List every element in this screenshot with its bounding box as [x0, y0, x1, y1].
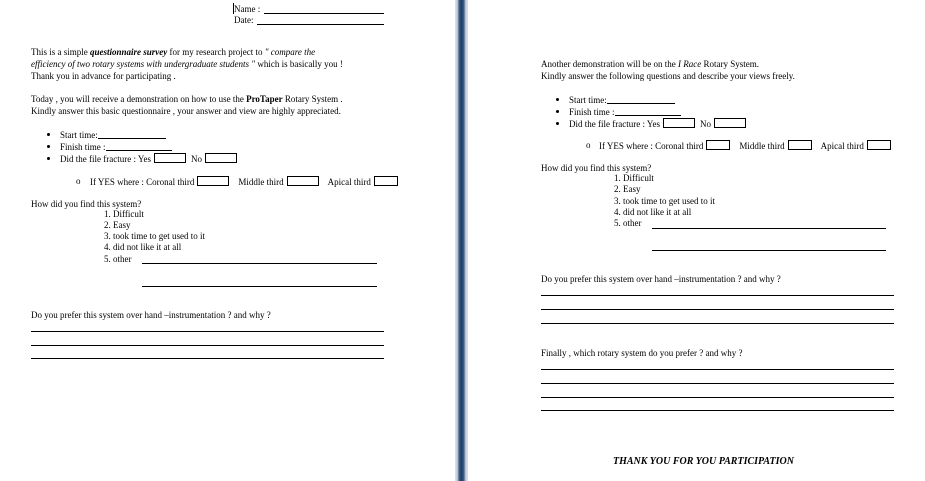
answer-line[interactable] [541, 410, 894, 411]
yes-checkbox[interactable] [663, 118, 695, 128]
finish-time-field[interactable] [106, 141, 172, 151]
fracture-location: If YES where : Coronal third Middle third Apical third [599, 140, 891, 152]
how-question: How did you find this system? [31, 199, 142, 209]
right-page [468, 0, 925, 481]
option-other: 5. other [614, 218, 642, 228]
other-field[interactable] [142, 263, 377, 264]
option-easy: 2. Easy [614, 184, 641, 194]
answer-line[interactable] [31, 331, 384, 332]
apical-checkbox[interactable] [374, 176, 398, 186]
bullet [556, 98, 559, 101]
sub-bullet: o [586, 140, 591, 150]
finish-time-label: Finish time : [60, 141, 172, 153]
intro-line-3: Thank you in advance for participating . [31, 71, 176, 81]
start-time-label: Start time: [60, 129, 166, 141]
coronal-checkbox[interactable] [197, 176, 229, 186]
answer-line[interactable] [541, 369, 894, 370]
name-label: Name : [234, 4, 261, 14]
option-took-time: 3. took time to get used to it [614, 196, 715, 206]
today-line: Today , you will receive a demonstration on how to use the ProTaper Rotary System . [31, 94, 343, 104]
option-easy: 2. Easy [104, 220, 131, 230]
other-field-line-2[interactable] [652, 250, 886, 251]
bullet [556, 110, 559, 113]
answer-line[interactable] [541, 295, 894, 296]
thank-you-text: THANK YOU FOR YOU PARTICIPATION [613, 456, 794, 467]
option-difficult: 1. Difficult [614, 173, 654, 183]
answer-line[interactable] [541, 323, 894, 324]
intro-line-1: This is a simple questionnaire survey for my research project to " compare the [31, 47, 316, 57]
kindly-line: Kindly answer the following questions and describe your views freely. [541, 71, 795, 81]
middle-checkbox[interactable] [788, 140, 812, 150]
bullet [47, 133, 50, 136]
left-page [0, 0, 455, 481]
answer-line[interactable] [31, 358, 384, 359]
bullet [556, 122, 559, 125]
answer-line[interactable] [31, 345, 384, 346]
option-took-time: 3. took time to get used to it [104, 231, 205, 241]
coronal-checkbox[interactable] [706, 140, 730, 150]
start-time-label: Start time: [569, 94, 675, 106]
no-checkbox[interactable] [714, 118, 746, 128]
sub-bullet: o [76, 176, 81, 186]
fracture-location: If YES where : Coronal third Middle third Apical third [90, 176, 398, 188]
fracture-question: Did the file fracture : Yes No [569, 118, 746, 130]
no-checkbox[interactable] [205, 153, 237, 163]
answer-line[interactable] [541, 397, 894, 398]
finish-time-label: Finish time : [569, 106, 681, 118]
bullet [47, 157, 50, 160]
intro-line-2: efficiency of two rotary systems with undergraduate students " which is basically you ! [31, 59, 343, 69]
finish-time-field[interactable] [615, 106, 681, 116]
answer-line[interactable] [541, 383, 894, 384]
start-time-field[interactable] [98, 129, 166, 139]
middle-checkbox[interactable] [287, 176, 319, 186]
prefer-question: Do you prefer this system over hand –instrumentation ? and why ? [541, 274, 781, 284]
finally-question: Finally , which rotary system do you prefer ? and why ? [541, 348, 743, 358]
option-did-not-like: 4. did not like it at all [104, 242, 182, 252]
date-label: Date: [234, 15, 254, 25]
option-did-not-like: 4. did not like it at all [614, 207, 692, 217]
page-divider [455, 0, 468, 481]
other-field[interactable] [652, 228, 886, 229]
how-question: How did you find this system? [541, 163, 652, 173]
option-difficult: 1. Difficult [104, 209, 144, 219]
prefer-question: Do you prefer this system over hand –instrumentation ? and why ? [31, 310, 271, 320]
start-time-field[interactable] [607, 94, 675, 104]
name-field[interactable] [264, 13, 384, 14]
bullet [47, 145, 50, 148]
option-other: 5. other [104, 254, 132, 264]
demo-line: Another demonstration will be on the I Race Rotary System. [541, 59, 759, 69]
date-field[interactable] [257, 24, 384, 25]
other-field-line-2[interactable] [142, 286, 377, 287]
kindly-line: Kindly answer this basic questionnaire , your answer and view are highly appreciated. [31, 106, 341, 116]
answer-line[interactable] [541, 309, 894, 310]
apical-checkbox[interactable] [867, 140, 891, 150]
yes-checkbox[interactable] [154, 153, 186, 163]
fracture-question: Did the file fracture : Yes No [60, 153, 237, 165]
